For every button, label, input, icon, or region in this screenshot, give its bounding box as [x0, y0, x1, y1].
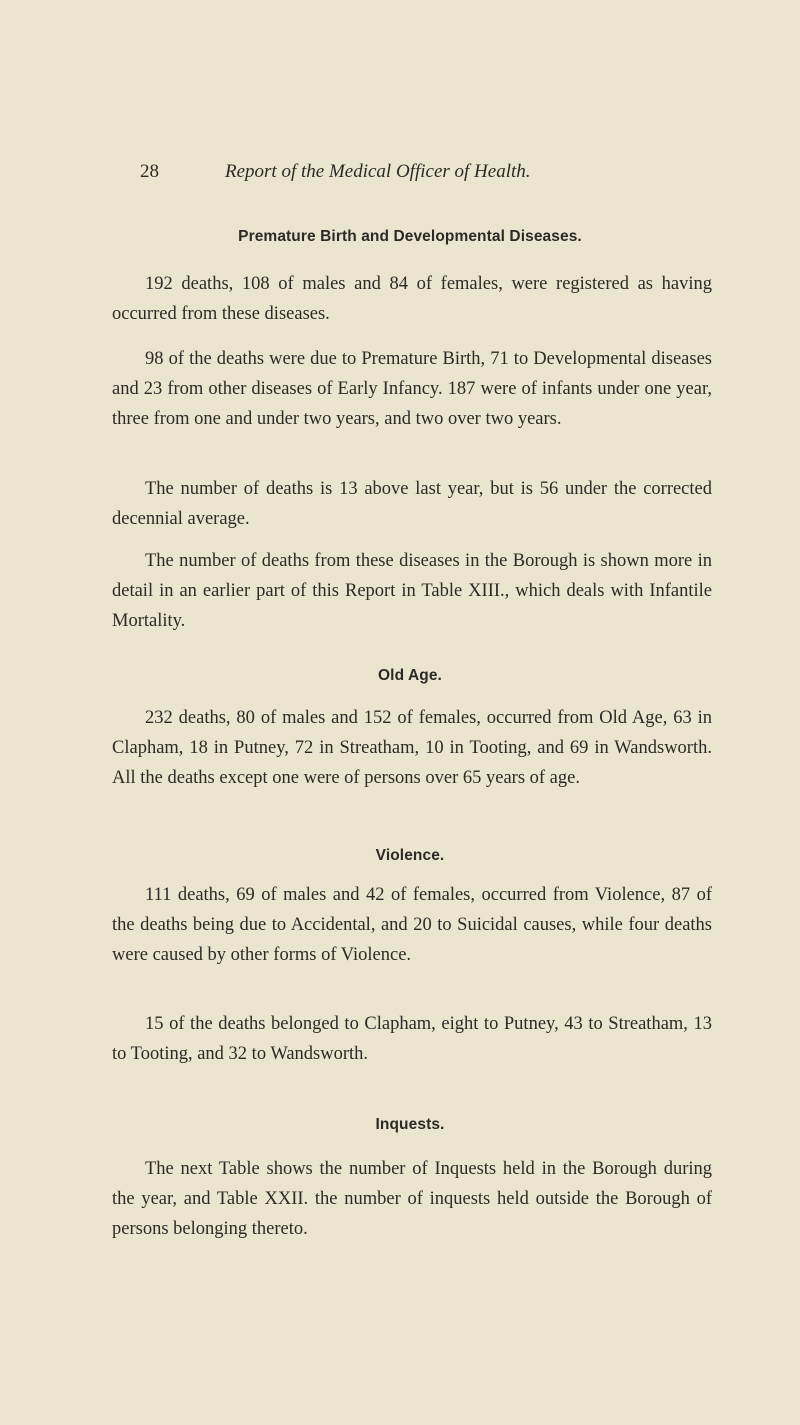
paragraph-premature-birth-1: 192 deaths, 108 of males and 84 of females, were registered as having occurred from these diseases. — [112, 274, 712, 324]
running-head — [140, 161, 680, 191]
paragraph-premature-birth-3: The number of deaths is 13 above last year, but is 56 under the corrected decennial average. — [112, 479, 712, 529]
section-heading-violence: Violence. — [375, 847, 445, 864]
paragraph-premature-birth-2: 98 of the deaths were due to Premature Birth, 71 to Developmental diseases and 23 from other diseases of Early Infancy. 187 were of infants under one year, three from one and under two years, and two over two years. — [112, 349, 712, 429]
paragraph-old-age-1: 232 deaths, 80 of males and 152 of females, occurred from Old Age, 63 in Clapham, 18 in Putney, 72 in Streatham, 10 in Tooting, and 69 in Wandsworth. All the deaths except one were of persons over 65 years of age. — [112, 708, 712, 788]
running-title: Report of the Medical Officer of Health. — [225, 161, 531, 182]
page-number: 28 — [140, 161, 159, 182]
section-heading-inquests: Inquests. — [375, 1116, 445, 1133]
paragraph-violence-2: 15 of the deaths belonged to Clapham, eight to Putney, 43 to Streatham, 13 to Tooting, and 32 to Wandsworth. — [112, 1014, 712, 1064]
paragraph-premature-birth-4: The number of deaths from these diseases in the Borough is shown more in detail in an earlier part of this Report in Table XIII., which deals with Infantile Mortality. — [112, 551, 712, 631]
section-heading-premature-birth: Premature Birth and Developmental Diseases. — [238, 228, 582, 245]
paragraph-violence-1: 111 deaths, 69 of males and 42 of females, occurred from Violence, 87 of the deaths being due to Accidental, and 20 to Suicidal causes, while four deaths were caused by other forms of Violence. — [112, 885, 712, 965]
paragraph-inquests-1: The next Table shows the number of Inquests held in the Borough during the year, and Table XXII. the number of inquests held outside the Borough of persons belonging thereto. — [112, 1159, 712, 1239]
section-heading-old-age: Old Age. — [378, 667, 442, 684]
